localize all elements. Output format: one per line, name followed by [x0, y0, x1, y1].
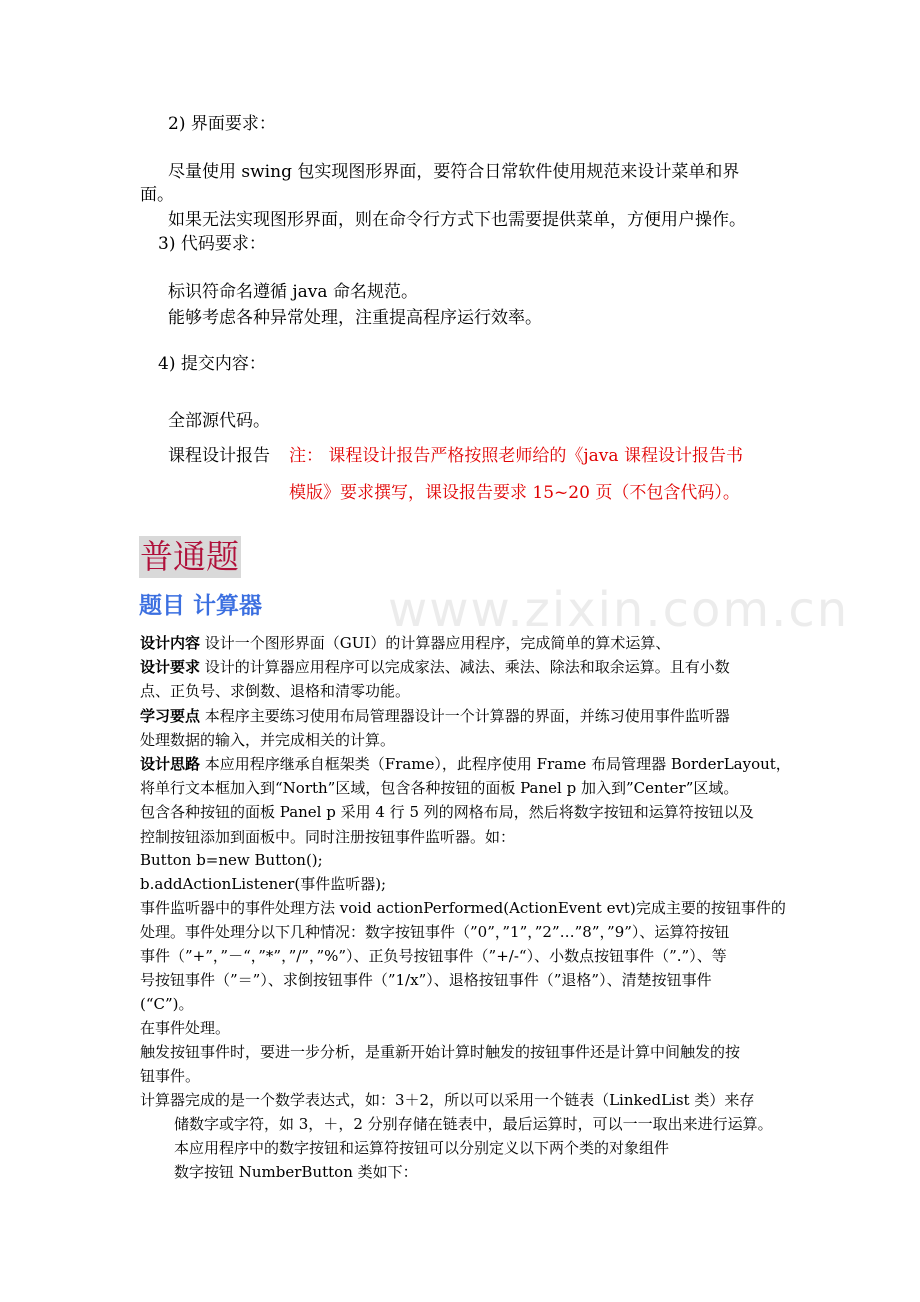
report-note-line-2: 模版》要求撰写，课设报告要求 15~20 页（不包含代码）。 — [289, 483, 740, 503]
body-line — [140, 681, 410, 701]
body-line-text: 设计一个图形界面（GUI）的计算器应用程序，完成简单的算术运算、 — [200, 634, 671, 652]
category-title: 普通题 — [140, 537, 239, 576]
body-line-label: 设计要求 — [140, 658, 201, 676]
body-line-text: 控制按钮添加到面板中。同时注册按钮事件监听器。如： — [140, 828, 516, 846]
body-line-label: 设计内容 — [140, 634, 201, 652]
body-line — [140, 827, 515, 847]
body-line — [140, 778, 738, 798]
body-line-text: 本应用程序中的数字按钮和运算符按钮可以分别定义以下两个类的对象组件 — [174, 1139, 670, 1157]
body-line — [174, 1162, 418, 1182]
body-line-text: 在事件处理。 — [140, 1019, 231, 1037]
section-2-line-2: 如果无法实现图形界面，则在命令行方式下也需要提供菜单，方便用户操作。 — [168, 210, 746, 230]
body-line — [140, 754, 791, 774]
body-line-text: 钮事件。 — [140, 1067, 201, 1085]
body-line — [140, 802, 754, 822]
section-2-line-1: 尽量使用 swing 包实现图形界面，要符合日常软件使用规范来设计菜单和界 — [168, 162, 740, 182]
report-label: 课程设计报告 — [168, 446, 270, 466]
body-line-text: 数字按钮 NumberButton 类如下： — [174, 1163, 418, 1181]
body-line-text: 处理。事件处理分以下几种情况：数字按钮事件（”0”，”1”，”2”…”8”，”9”）、运算符按钮 — [140, 923, 730, 941]
body-line-text: 将单行文本框加入到“North”区域，包含各种按钮的面板 Panel p 加入到”Center”区域。 — [140, 779, 739, 797]
body-line-text: Button b=new Button(); — [140, 851, 323, 869]
section-4-heading: 4) 提交内容： — [158, 354, 266, 374]
body-line — [140, 946, 727, 966]
body-line-text: 事件监听器中的事件处理方法 void actionPerformed(ActionEvent evt)完成主要的按钮事件的 — [140, 899, 786, 917]
body-line-text: 事件（”+”，”－“，”*”，”/”，”%”）、正负号按钮事件（”+/-“）、小数点按钮事件（”.”）、等 — [140, 947, 727, 965]
body-line-text: (“C”)。 — [140, 995, 194, 1013]
body-line — [140, 706, 730, 726]
body-line-label: 设计思路 — [140, 755, 201, 773]
section-4-line-1: 全部源代码。 — [168, 411, 270, 431]
body-line-text: 号按钮事件（”＝”）、求倒按钮事件（”1/x”）、退格按钮事件（”退格”）、清楚按钮事件 — [140, 971, 712, 989]
body-line-text: b.addActionListener(事件监听器); — [140, 875, 387, 893]
body-line — [174, 1138, 669, 1158]
body-line — [140, 1018, 230, 1038]
body-line-text: 本应用程序继承自框架类（Frame），此程序使用 Frame 布局管理器 BorderLayout， — [200, 755, 791, 773]
section-3-heading: 3) 代码要求： — [158, 234, 266, 254]
body-line — [140, 633, 670, 653]
body-line — [140, 970, 712, 990]
body-line — [140, 1042, 740, 1062]
body-line-text: 本程序主要练习使用布局管理器设计一个计算器的界面，并练习使用事件监听器 — [200, 707, 730, 725]
body-line — [140, 850, 323, 870]
body-line-text: 计算器完成的是一个数学表达式，如：3＋2，所以可以采用一个链表（LinkedList 类）来存 — [140, 1091, 755, 1109]
section-2-heading: 2) 界面要求： — [168, 114, 276, 134]
section-2-line-1-cont: 面。 — [140, 185, 174, 205]
body-line — [174, 1114, 773, 1134]
body-line — [140, 994, 194, 1014]
problem-title: 题目 计算器 — [139, 593, 263, 619]
body-line — [140, 1090, 754, 1110]
report-note-line-1: 注： 课程设计报告严格按照老师给的《java 课程设计报告书 — [289, 446, 743, 466]
body-line — [140, 657, 730, 677]
body-line — [140, 922, 729, 942]
body-line-text: 点、正负号、求倒数、退格和清零功能。 — [140, 682, 411, 700]
section-3-line-1: 标识符命名遵循 java 命名规范。 — [168, 282, 418, 302]
body-line — [140, 1066, 200, 1086]
body-line-label: 学习要点 — [140, 707, 201, 725]
body-line-text: 储数字或字符，如 3，＋，2 分别存储在链表中，最后运算时，可以一一取出来进行运算。 — [174, 1115, 773, 1133]
watermark: www.zixin.com.cn — [388, 582, 850, 638]
body-line-text: 处理数据的输入，并完成相关的计算。 — [140, 731, 396, 749]
body-line — [140, 898, 786, 918]
body-line-text: 触发按钮事件时，要进一步分析，是重新开始计算时触发的按钮事件还是计算中间触发的按 — [140, 1043, 741, 1061]
body-line-text: 设计的计算器应用程序可以完成家法、减法、乘法、除法和取余运算。且有小数 — [200, 658, 730, 676]
body-line — [140, 874, 386, 894]
body-line-text: 包含各种按钮的面板 Panel p 采用 4 行 5 列的网格布局，然后将数字按钮和运算符按钮以及 — [140, 803, 754, 821]
body-line — [140, 730, 395, 750]
section-3-line-2: 能够考虑各种异常处理，注重提高程序运行效率。 — [168, 308, 542, 328]
